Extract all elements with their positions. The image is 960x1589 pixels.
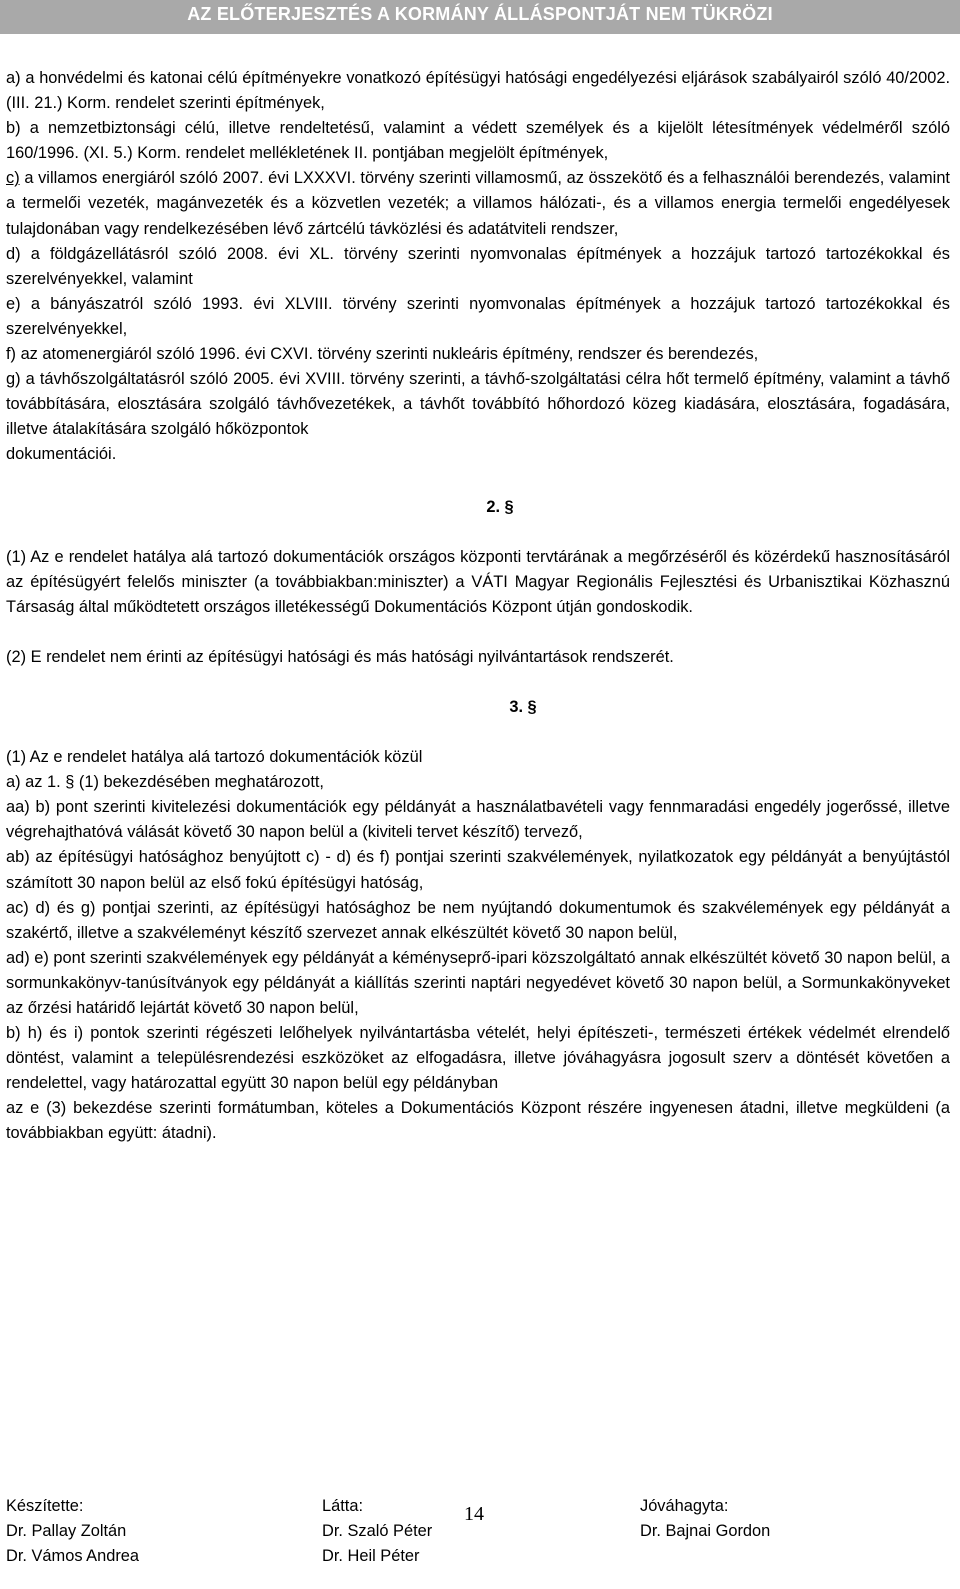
approved-by-label: Jóváhagyta: [640, 1497, 729, 1515]
reviewed-by-name-2: Dr. Heil Péter [322, 1547, 420, 1565]
section-3-item-aa: aa) b) pont szerinti kivitelezési dokumentációk egy példányát a használatbavételi vagy fennmaradási engedély jogerőssé, illetve végrehajthatóvá válását követő 30 napon belül a (kiviteli tervet készítő) tervező, [6, 798, 950, 842]
list-item-c-text: a villamos energiáról szóló 2007. évi LXXXVI. törvény szerinti villamosmű, az összekötő és a felhasználói berendezés, valamint a termelői vezeték, magánvezeték és a közvetlen vezeték; a villamos hálózati-, és a villamos energia termelői engedélyesek tulajdonában vagy rendelkezésében lévő zártcélú távközlési és adatátviteli rendszer, [6, 169, 950, 238]
document-body [6, 66, 950, 1147]
prepared-by-name-2: Dr. Vámos Andrea [6, 1547, 140, 1565]
list-item-c [6, 166, 950, 241]
page-number: 14 [464, 1503, 484, 1525]
list-item-d: d) a földgázellátásról szóló 2008. évi XL. törvény szerinti nyomvonalas építmények a hozzájuk tartozó tartozékokkal és szerelvényekkel, valamint [6, 244, 950, 288]
section-3-item-ac: ac) d) és g) pontjai szerinti, az építésügyi hatósághoz be nem nyújtandó dokumentumok és szakvélemények egy példányát a szakértő, illetve a szakvéleményt készítő szervezet annak elkészültét követő 30 napon belül, [6, 898, 950, 942]
section-3-item-a: a) az 1. § (1) bekezdésében meghatározott, [6, 773, 324, 792]
section-3-heading: 3. § [509, 697, 537, 716]
section-2-heading: 2. § [486, 497, 514, 516]
list-item-a: a) a honvédelmi és katonai célú építményekre vonatkozó építésügyi hatósági engedélyezési eljárások szabályairól szóló 40/2002. (III. 21.) Korm. rendelet szerinti építmények, [6, 69, 950, 113]
list-item-e: e) a bányászatról szóló 1993. évi XLVIII. törvény szerinti nyomvonalas építmények a hozzájuk tartozó tartozékokkal és szerelvényekkel, [6, 294, 950, 338]
list-item-f: f) az atomenergiáról szóló 1996. évi CXVI. törvény szerinti nukleáris építmény, rendszer és berendezés, [6, 345, 759, 364]
documentation-suffix: dokumentációi. [6, 445, 117, 464]
section-3-item-ad: ad) e) pont szerinti szakvélemények egy példányát a kéményseprő-ipari közszolgáltató annak elkészültét követő 30 napon belül, a sormunkakönyv-tanúsítványok egy példányát a kiállítás szerinti naptári negyedévet követő 30 napon belül, a Sormunkakönyveket az őrzési határidő lejártát követő 30 napon belül, [6, 948, 950, 1017]
prepared-by-label: Készítette: [6, 1497, 84, 1515]
footer-prepared-by [6, 1494, 139, 1569]
section-2-paragraph-1: (1) Az e rendelet hatálya alá tartozó dokumentációk országos központi tervtárának a megőrzéséről és közérdekű hasznosításáról az építésügyért felelős miniszter (a továbbiakban:miniszter) a VÁTI Magyar Regionális Fejlesztési és Urbanisztikai Közhasznú Társaság által működtetett országos illetékességű Dokumentációs Központ útján gondoskodik. [6, 547, 950, 616]
section-2-paragraph-2: (2) E rendelet nem érinti az építésügyi hatósági és más hatósági nyilvántartások rendszerét. [6, 647, 674, 666]
footer-approved-by [640, 1494, 770, 1544]
reviewed-by-name-1: Dr. Szaló Péter [322, 1522, 433, 1540]
section-3-intro: (1) Az e rendelet hatálya alá tartozó dokumentációk közül [6, 748, 423, 767]
document-banner: AZ ELŐTERJESZTÉS A KORMÁNY ÁLLÁSPONTJÁT NEM TÜKRÖZI [187, 4, 773, 24]
list-item-g: g) a távhőszolgáltatásról szóló 2005. évi XVIII. törvény szerinti, a távhő-szolgáltatási célra hőt termelő építmény, valamint a távhő továbbítására, elosztására szolgáló távhővezetékek, a távhőt továbbító hőhordozó közeg kiadására, elosztására, fogadására, illetve átalakítására szolgáló hőközpontok [6, 370, 950, 439]
section-3-closing: az e (3) bekezdése szerinti formátumban, köteles a Dokumentációs Központ részére ingyenesen átadni, illetve megküldeni (a továbbiakban együtt: átadni). [6, 1099, 950, 1143]
section-3-item-b: b) h) és i) pontok szerinti régészeti lelőhelyek nyilvántartásba vételét, helyi építészeti-, természeti értékek védelmét elrendelő döntést, valamint a településrendezési eszközöket az elfogadásra, illetve jóváhagyásra jogosult szerv a döntését követően a rendelettel, vagy határozattal együtt 30 napon belül egy példányban [6, 1024, 950, 1093]
prepared-by-name-1: Dr. Pallay Zoltán [6, 1522, 127, 1540]
list-item-b: b) a nemzetbiztonsági célú, illetve rendeltetésű, valamint a védett személyek és a kijelölt létesítmények védelméről szóló 160/1996. (XI. 5.) Korm. rendelet mellékletének II. pontjában megjelölt építmények, [6, 119, 950, 163]
item-c-marker: c) [6, 169, 20, 188]
section-3-item-ab: ab) az építésügyi hatósághoz benyújtott c) - d) és f) pontjai szerinti szakvélemények, nyilatkozatok egy példányát a benyújtástól számított 30 napon belül az első fokú építésügyi hatóság, [6, 848, 950, 892]
approved-by-name-1: Dr. Bajnai Gordon [640, 1522, 771, 1540]
footer-reviewed-by [322, 1494, 432, 1569]
header-bar [0, 0, 960, 34]
reviewed-by-label: Látta: [322, 1497, 364, 1515]
